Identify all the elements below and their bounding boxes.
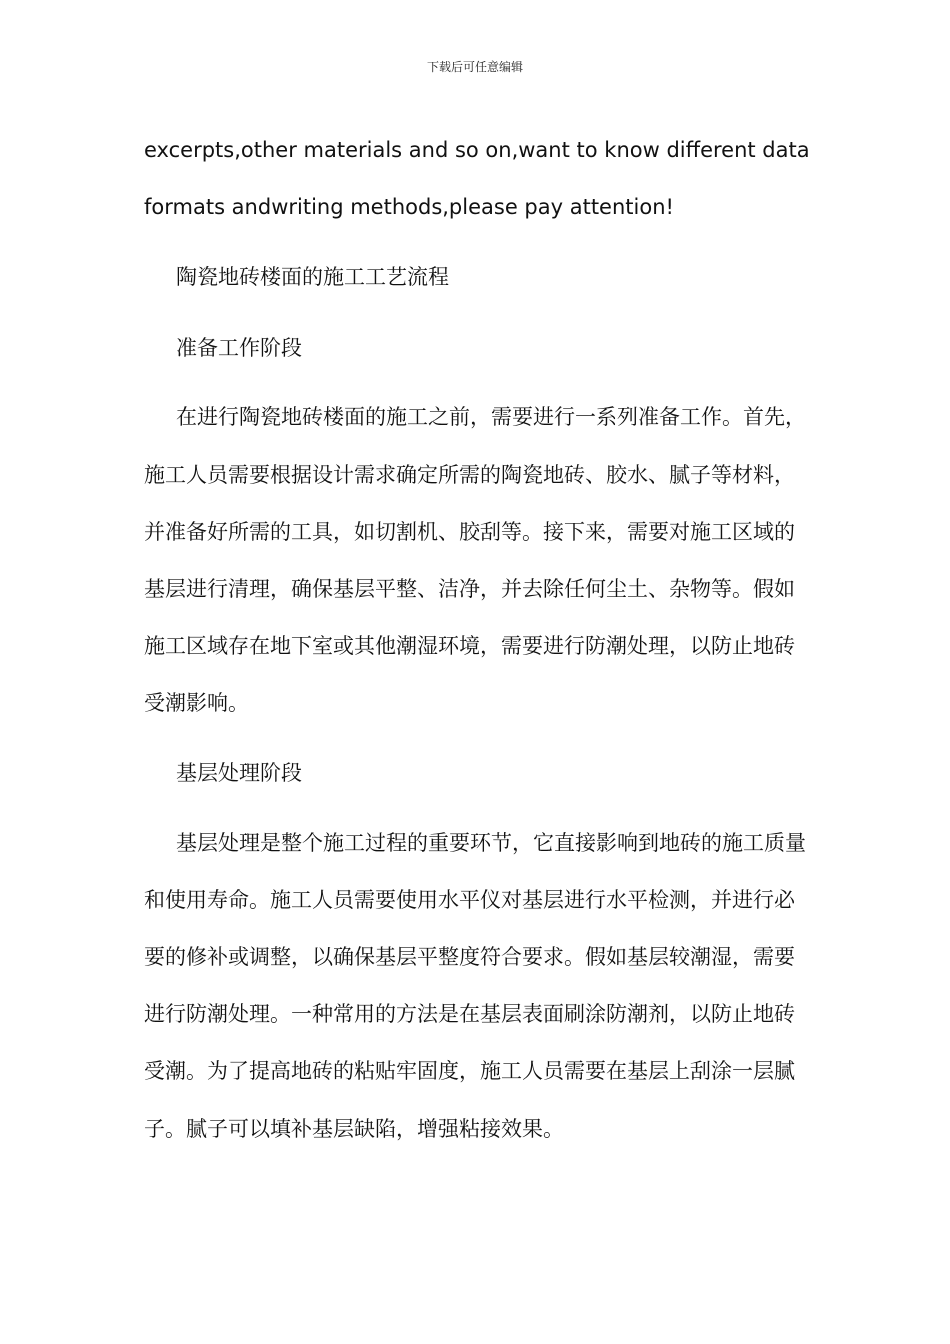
paragraph-line: 受潮影响。	[144, 691, 249, 715]
paragraph-line: 要的修补或调整，以确保基层平整度符合要求。假如基层较潮湿，需要	[144, 945, 795, 969]
section-heading: 基层处理阶段	[176, 761, 302, 785]
paragraph-line: 施工区域存在地下室或其他潮湿环境，需要进行防潮处理，以防止地砖	[144, 634, 795, 658]
paragraph-line: 基层进行清理，确保基层平整、洁净，并去除任何尘土、杂物等。假如	[144, 577, 795, 601]
intro-line: excerpts,other materials and so on,want to know different data	[144, 138, 810, 162]
paragraph-line: 进行防潮处理。一种常用的方法是在基层表面刷涂防潮剂，以防止地砖	[144, 1002, 795, 1026]
paragraph-line: 子。腻子可以填补基层缺陷，增强粘接效果。	[144, 1117, 564, 1141]
paragraph-line: 并准备好所需的工具，如切割机、胶刮等。接下来，需要对施工区域的	[144, 520, 795, 544]
paragraph-line: 受潮。为了提高地砖的粘贴牢固度，施工人员需要在基层上刮涂一层腻	[144, 1059, 795, 1083]
paragraph-line: 在进行陶瓷地砖楼面的施工之前，需要进行一系列准备工作。首先，	[176, 405, 806, 429]
paragraph-line: 基层处理是整个施工过程的重要环节，它直接影响到地砖的施工质量	[176, 831, 806, 855]
paragraph-line: 和使用寿命。施工人员需要使用水平仪对基层进行水平检测，并进行必	[144, 888, 795, 912]
page-header: 下载后可任意编辑	[426, 60, 523, 74]
document-title: 陶瓷地砖楼面的施工工艺流程	[176, 265, 449, 289]
section-heading: 准备工作阶段	[176, 336, 302, 360]
paragraph-line: 施工人员需要根据设计需求确定所需的陶瓷地砖、胶水、腻子等材料，	[144, 463, 795, 487]
intro-line: formats andwriting methods,please pay attention!	[144, 195, 674, 219]
